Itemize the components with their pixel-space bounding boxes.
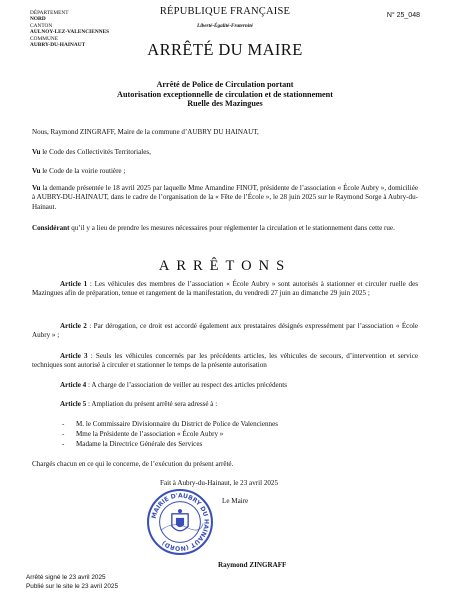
signatory-name — [218, 561, 286, 569]
article-3 — [32, 352, 418, 371]
subtitle-line: Autorisation exceptionnelle de circulation et de stationnement — [117, 89, 333, 99]
article-4 — [32, 381, 418, 390]
seal-emblem-icon — [172, 509, 188, 531]
article-text: : Les véhicules des membres de l’association « École Aubry » sont autorisés à stationner et circuler ruelle des Mazingues afin de préparation, tenue et rangement de la manifestation, du vendredi 27 juin au dimanche 29 juin 2025 ; — [32, 280, 418, 298]
admin-line: AUBRY-DU-HAINAUT — [30, 42, 86, 49]
admin-line: COMMUNE — [30, 35, 59, 42]
article-2 — [32, 322, 418, 341]
article-label: Article 3 — [60, 352, 88, 360]
considerant-text: qu’il y a lieu de prendre les mesures nécessaires pour réglementer la circulation et le stationnement dans cette rue. — [69, 224, 395, 232]
arretons-heading: ARRÊTONS — [158, 258, 292, 274]
vu-label: Vu — [32, 148, 41, 156]
admin-line: CANTON — [30, 22, 53, 29]
published-date-note: Publié sur le site le 23 avril 2025 — [26, 583, 119, 590]
bullet-dash: - — [62, 430, 65, 438]
article-text: : Par dérogation, ce droit est accordé également aux prestataires désignés expressément par l’association « École Aubry » ; — [32, 322, 418, 340]
page-title: ARRÊTÉ DU MAIRE — [147, 40, 303, 59]
vu-text: la demande présentée le 18 avril 2025 par laquelle Mme Amandine FINOT, présidente de l’association « École Aubry », domiciliée à AUBRY-DU-HAINAUT, dans le cadre de l’organisation de la « Fête de l’École », le 28 juin 2025 sur le Raymond Sorge à Aubry-du-Hainaut. — [32, 184, 418, 211]
recipient-text: Mme la Présidente de l’association « École Aubry » — [76, 430, 224, 438]
republic-heading: RÉPUBLIQUE FRANÇAISE — [159, 6, 291, 17]
admin-line: NORD — [30, 16, 46, 23]
article-label: Article 2 — [60, 322, 87, 330]
place-date: Fait à Aubry-du-Hainaut, le 23 avril 2025 — [160, 479, 279, 487]
signatory-name-text: Raymond ZINGRAFF — [218, 561, 287, 569]
article-label: Article 1 — [60, 280, 88, 288]
list-item — [62, 419, 422, 429]
vu-label: Vu — [32, 184, 41, 192]
signed-date-note: Arrêté signé le 23 avril 2025 — [26, 574, 106, 581]
considerant-label: Considérant — [32, 224, 70, 232]
recipient-text: M. le Commissaire Divisionnaire du District de Police de Valenciennes — [76, 420, 278, 428]
vu-demande — [32, 184, 418, 212]
mairie-seal-stamp — [146, 488, 214, 556]
article-1 — [32, 280, 418, 299]
decree-number: N° 25_048 — [386, 12, 420, 19]
subtitle-line: Ruelle des Mazingues — [187, 99, 263, 109]
recipient-list — [62, 419, 422, 449]
article-label: Article 4 — [60, 381, 87, 389]
vu-voirie — [32, 167, 418, 176]
article-text: : Seuls les véhicules concernés par les précédents articles, les véhicules de secours, d’intervention et service techniques sont autorisé à circuler et stationner le temps de la présente autorisation — [32, 352, 418, 370]
list-item — [62, 429, 422, 439]
article-label: Article 5 — [60, 400, 87, 408]
vu-text: le Code de la voirie routière ; — [40, 167, 126, 175]
mayor-intro: Nous, Raymond ZINGRAFF, Maire de la commune d’AUBRY DU HAINAUT, — [32, 128, 259, 136]
article-text: : Ampliation du présent arrêté sera adressé à : — [86, 400, 218, 408]
recipient-text: Madame la Directrice Générale des Services — [76, 440, 203, 448]
admin-line: DÉPARTEMENT — [30, 10, 69, 16]
vu-text: le Code des Collectivités Territoriales, — [40, 148, 151, 156]
republic-motto: Liberté-Égalité-Fraternité — [197, 23, 253, 29]
vu-collectivites — [32, 148, 418, 157]
decree-subtitle — [0, 80, 450, 109]
seal-text: MAIRIE D'AUBRY DU HAINAUT (NORD) — [150, 492, 210, 552]
bullet-dash: - — [62, 440, 65, 448]
considerant — [32, 224, 418, 233]
subtitle-line: Arrêté de Police de Circulation portant — [156, 80, 294, 89]
list-item — [62, 439, 422, 449]
article-text: : A charge de l’association de veiller au respect des articles précédents — [86, 381, 287, 389]
article-5 — [32, 400, 418, 409]
vu-label: Vu — [32, 167, 41, 175]
signatory-role: Le Maire — [222, 497, 249, 505]
bullet-dash: - — [62, 420, 65, 428]
admin-line: AULNOY-LEZ-VALENCIENNES — [30, 29, 110, 36]
closing-statement: Chargés chacun en ce qui le concerne, de l’exécution du présent arrêté. — [32, 460, 234, 468]
